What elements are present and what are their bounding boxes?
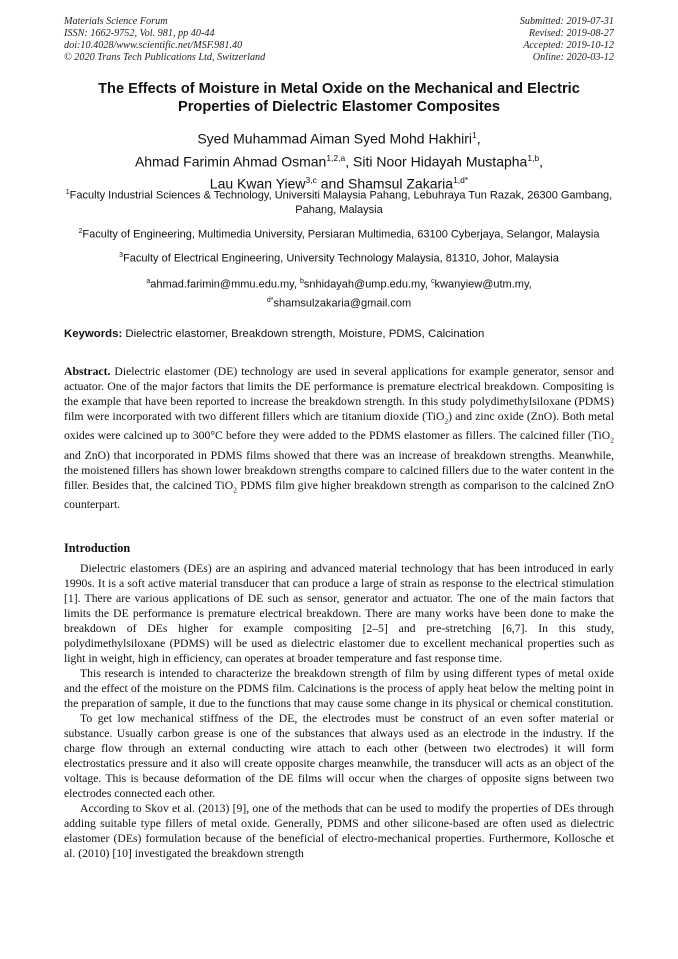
author-name: Shamsul Zakaria <box>348 175 454 192</box>
affiliation-2: $^2$Faculty of Engineering, Multimedia University, Persiaran Multimedia, 63100 Cyberjaya, Selangor, Malaysia <box>78 227 600 241</box>
date-submitted: Submitted: 2019-07-31 <box>519 16 614 27</box>
email-link[interactable]: ahmad.farimin@mmu.edu.my, <box>150 278 297 291</box>
keywords-label: Keywords: <box>64 328 123 340</box>
author-name: Syed Muhammad Aiman Syed Mohd Hakhiri <box>197 130 473 147</box>
author-affil-sup: 1,d* <box>453 175 469 186</box>
paragraph: To get low mechanical stiffness of the DE, the electrodes must be construct of an even softer material or substance. Usually carbon grease is one of the substances that always used as an electrode in the industry. If the charge flow through an external conducting wire attach to each other (between two electrodes) it will form electrostatics pressure and it also will create opposite charges meanwhile, the transducer will acts as an object of the voltage. This is because deformation of the DE films will occur when the charges of opposite signs between two electrodes connected each other. <box>64 712 614 800</box>
journal-info <box>64 16 265 64</box>
author-affil-sup: 3,c <box>305 175 317 186</box>
author-name: Ahmad Farimin Ahmad Osman <box>134 153 327 170</box>
affiliation-3: $^3$Faculty of Electrical Engineering, University Technology Malaysia, 81310, Johor, Malaysia <box>119 252 559 265</box>
keywords-text: Dielectric elastomer, Breakdown strength, Moisture, PDMS, Calcination <box>125 328 485 340</box>
author-emails: $^a$ahmad.farimin@mmu.edu.my, $^b$snhidayah@ump.edu.my, $^c$kwanyiew@utm.my, $^{d*}$shamsulzakaria@gmail.com <box>146 277 532 310</box>
paper-title <box>64 80 614 116</box>
author-line-1: Syed Muhammad Aiman Syed Mohd Hakhiri$^1$, <box>197 130 481 147</box>
title-line-1: The Effects of Moisture in Metal Oxide on the Mechanical and Electric <box>98 81 580 97</box>
author-affil-sup: 1 <box>472 130 477 140</box>
journal-copyright: © 2020 Trans Tech Publications Ltd, Switzerland <box>64 52 266 63</box>
email-link[interactable]: shamsulzakaria@gmail.com <box>273 297 412 310</box>
section-heading-introduction: Introduction <box>64 541 131 555</box>
author-affil-sup: 1,2,a <box>326 152 346 163</box>
abstract: Abstract. Dielectric elastomer (DE) technology are used in several applications for example generator, sensor and actuator. One of the major factors that limits the DE performance is premature electrical breakdown. Compositing is the example that have been reported to increase the breakdown strength. In this study polydimethylsiloxane (PDMS) film were incorporated with two different fillers which are titanium dioxide (TiO$_2$) and zinc oxide (ZnO). Both metal oxides were calcined up to 300°C before they were added to the PDMS elastomer as fillers. The calcined filler (TiO$_2$ and ZnO) that incorporated in PDMS films showed that there was an increase of breakdown strengths. Meanwhile, the moistened fillers has shown lower breakdown strengths compare to calcined fillers due to the water content in the filler. Besides that, the calcined TiO$_2$ PDMS film give higher breakdown strength as comparison to the calcined ZnO counterpart. <box>64 365 615 511</box>
author-line-3: Lau Kwan Yiew$^{3,c}$ and Shamsul Zakaria$^{1,d*}$ <box>209 175 469 192</box>
keywords <box>64 328 614 340</box>
paragraph: According to Skov et al. (2013) [9], one of the methods that can be used to modify the properties of DEs through adding suitable type fillers of metal oxide. Generally, PDMS and other silicone-based are often used as dielectric elastomer (DEs) formulation because of the beneficial of electro-mechanical properties. Furthermore, Kollosche et al. (2010) [10] investigated the breakdown strength <box>64 802 614 860</box>
date-revised: Revised: 2019-08-27 <box>528 28 614 39</box>
paragraph: This research is intended to characterize the breakdown strength of film by using different types of metal oxide and the effect of the moisture on the PDMS film. Calcinations is the process of apply heat below the melting point in the preparation of sample, it due to the functions that may cause some change in its physical or chemical constitution. <box>64 667 614 710</box>
author-line-2: Ahmad Farimin Ahmad Osman$^{1,2,a}$, Siti Noor Hidayah Mustapha$^{1,b}$, <box>134 152 544 170</box>
journal-header <box>64 16 614 64</box>
journal-name: Materials Science Forum <box>64 16 168 27</box>
introduction-body <box>64 561 614 861</box>
email-link[interactable]: kwanyiew@utm.my, <box>434 278 532 291</box>
title-line-2: Properties of Dielectric Elastomer Composites <box>178 99 500 115</box>
journal-doi: doi:10.4028/www.scientific.net/MSF.981.40 <box>64 40 243 51</box>
author-affil-sup: 1,b <box>527 152 540 163</box>
date-online: Online: 2020-03-12 <box>532 52 614 63</box>
date-accepted: Accepted: 2019-10-12 <box>523 40 614 51</box>
author-name: Siti Noor Hidayah Mustapha <box>353 153 528 170</box>
abstract-label: Abstract. <box>64 365 111 378</box>
author-list <box>64 126 614 194</box>
paragraph: Dielectric elastomers (DEs) are an aspiring and advanced material technology that has been introduced in early 1990s. It is a soft active material transducer that can produce a large of strain as response to the electrical stimulation [1]. There are various applications of DE such as sensor, generator and actuator. The one of the main factors that limits the DE performance is premature electrical breakdown. There are many works have been done to make the breakdown of DEs higher for example compositing [2–5] and pre-stretching [6,7]. In this study, polydimethylsiloxane (PDMS) will be used as dielectric elastomer due to excellent mechanical properties such as light in weight, high in efficiency, can operates at broader temperature and fast response time. <box>64 562 614 665</box>
affiliation-1: $^1$Faculty Industrial Sciences & Technology, Universiti Malaysia Pahang, Lebuhraya Tun Razak, 26300 Gambang, Pahang, Malaysia <box>65 189 613 216</box>
author-name: Lau Kwan Yiew <box>209 175 306 192</box>
email-link[interactable]: snhidayah@ump.edu.my, <box>303 278 428 291</box>
publication-dates <box>520 16 614 64</box>
affiliations <box>64 186 614 311</box>
journal-issn: ISSN: 1662-9752, Vol. 981, pp 40-44 <box>64 28 215 39</box>
